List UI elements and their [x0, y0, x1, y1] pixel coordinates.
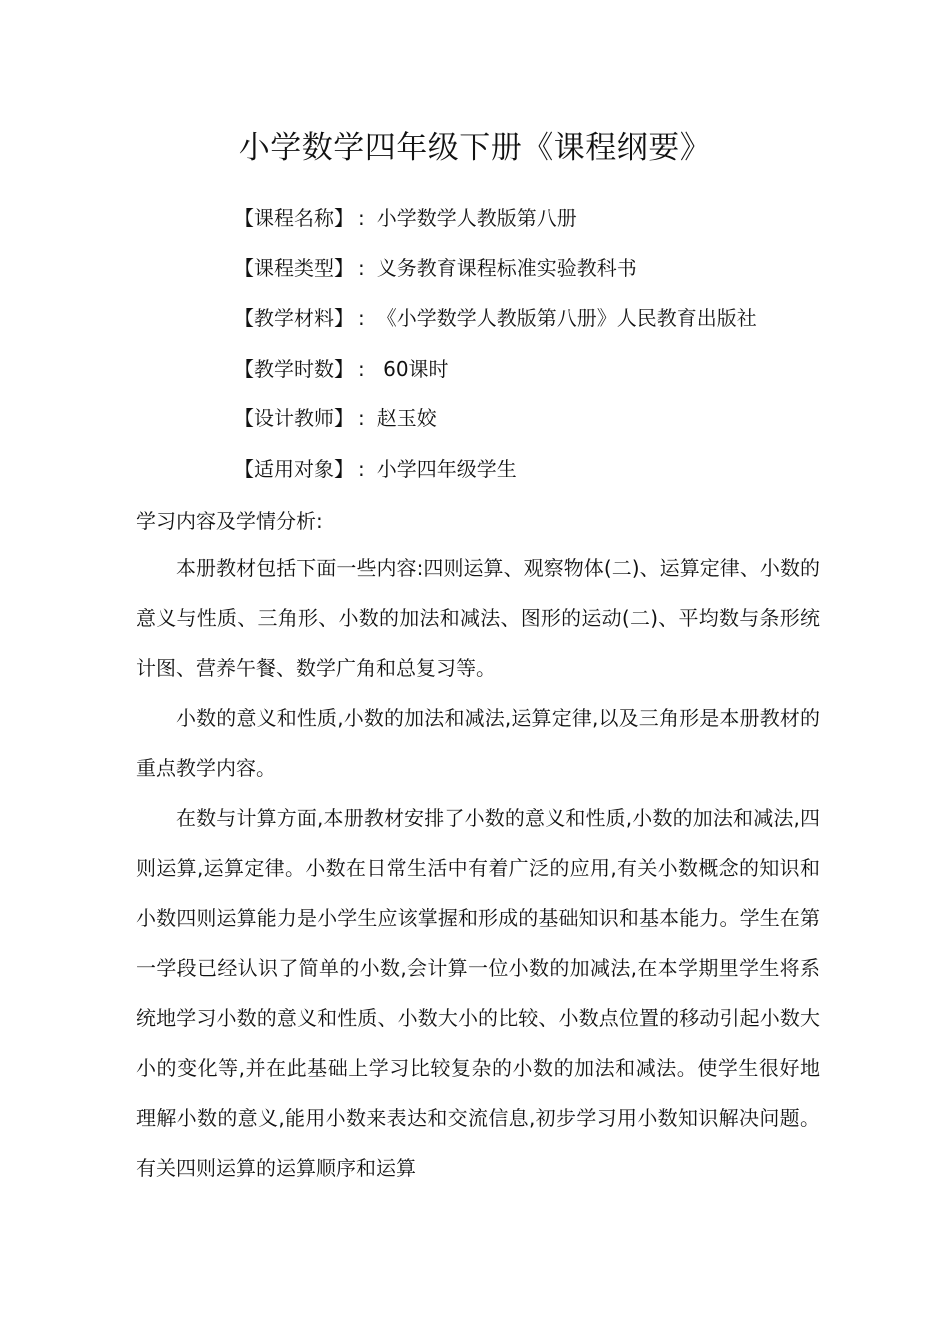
meta-label: 【设计教师】 — [234, 406, 354, 430]
meta-value: 小学数学人教版第八册 — [376, 206, 577, 230]
meta-separator: : — [358, 206, 365, 230]
meta-label: 【课程类型】 — [234, 256, 354, 280]
section-heading: 学习内容及学情分析: — [136, 509, 323, 533]
meta-row-designer — [234, 404, 437, 432]
meta-value: 赵玉姣 — [376, 406, 437, 430]
meta-label: 【适用对象】 — [234, 457, 354, 481]
meta-separator: : — [358, 256, 365, 280]
paragraph-text: 在数与计算方面,本册教材安排了小数的意义和性质,小数的加法和减法,四则运算,运算定律。小数在日常生活中有着广泛的应用,有关小数概念的知识和小数四则运算能力是小学生应该掌握和形成的基础知识和基本能力。学生在第一学段已经认识了简单的小数,会计算一位小数的加减法,在本学期里学生将系统地学习小数的意义和性质、小数大小的比较、小数点位置的移动引起小数大小的变化等,并在此基础上学习比较复杂的小数的加法和减法。使学生很好地理解小数的意义,能用小数来表达和交流信息,初步学习用小数知识解决问题。有关四则运算的运算顺序和运算 — [136, 806, 820, 1180]
meta-row-audience — [234, 455, 517, 483]
meta-label: 【课程名称】 — [234, 206, 354, 230]
meta-label: 【教学时数】 — [234, 357, 354, 381]
meta-label: 【教学材料】 — [234, 306, 354, 330]
meta-row-course-name — [234, 204, 577, 232]
meta-row-teaching-hours — [234, 355, 449, 383]
meta-value: 小学四年级学生 — [376, 457, 517, 481]
paragraph-text: 小数的意义和性质,小数的加法和减法,运算定律,以及三角形是本册教材的重点教学内容。 — [136, 706, 820, 780]
paragraph-text: 本册教材包括下面一些内容:四则运算、观察物体(二)、运算定律、小数的意义与性质、三角形、小数的加法和减法、图形的运动(二)、平均数与条形统计图、营养午餐、数学广角和总复习等。 — [136, 556, 820, 680]
document-title: 小学数学四年级下册《课程纲要》 — [238, 130, 712, 166]
meta-value: 60课时 — [376, 357, 449, 381]
meta-separator: : — [358, 457, 365, 481]
body-paragraph — [136, 693, 820, 793]
meta-separator: : — [358, 306, 365, 330]
meta-separator: : — [358, 406, 365, 430]
meta-separator: : — [358, 357, 365, 381]
meta-value: 义务教育课程标准实验教科书 — [376, 256, 637, 280]
meta-row-materials — [234, 304, 757, 332]
meta-value: 《小学数学人教版第八册》人民教育出版社 — [376, 306, 757, 330]
meta-row-course-type — [234, 254, 637, 282]
body-paragraph — [136, 543, 820, 693]
body-paragraph — [136, 793, 820, 1193]
